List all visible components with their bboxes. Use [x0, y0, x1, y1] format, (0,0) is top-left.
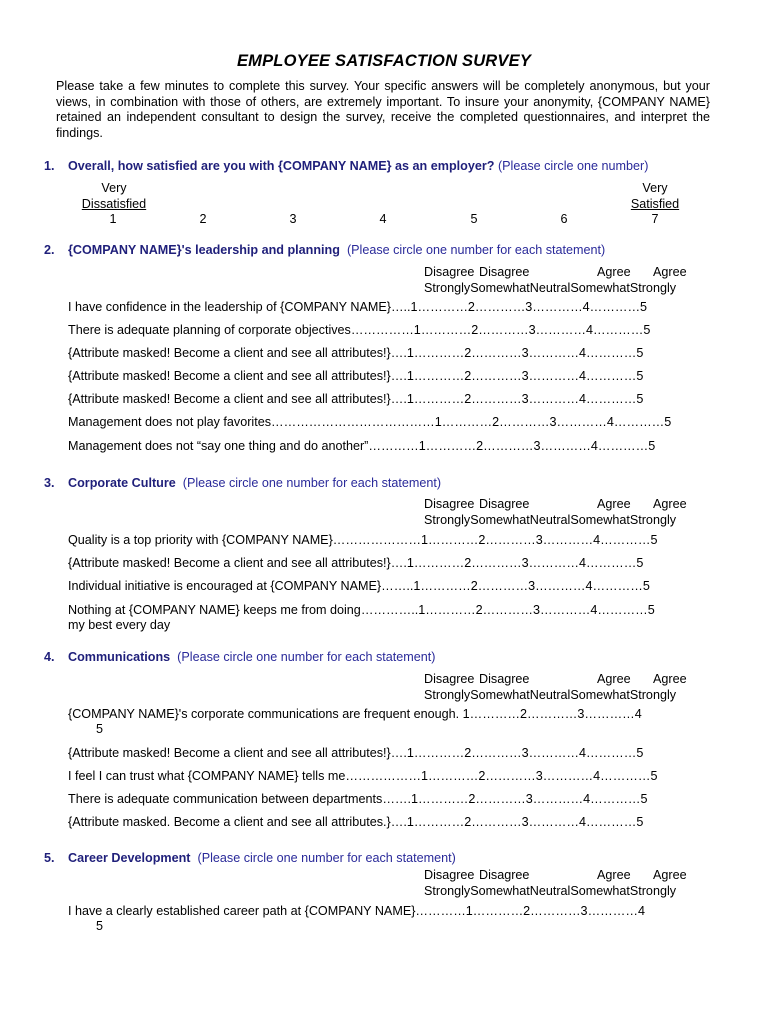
- likert-header-top: Agree: [653, 672, 687, 686]
- likert-header-bottom: Somewhat: [570, 281, 630, 295]
- scale-option-3[interactable]: 3: [289, 212, 297, 226]
- question-1-heading: [44, 159, 648, 173]
- question-2-heading: [44, 243, 605, 257]
- likert-header-top: Agree: [597, 672, 631, 686]
- statement-row[interactable]: I feel I can trust what {COMPANY NAME} tells me………………1…………2…………3…………4…………5: [68, 769, 658, 783]
- scale-right-bottom: Satisfied: [630, 197, 680, 211]
- likert-header-bottom: Strongly: [629, 281, 677, 295]
- statement-wrap: my best every day: [68, 618, 171, 632]
- likert-header-top: Disagree: [424, 265, 475, 279]
- likert-header-bottom: Strongly: [424, 884, 471, 898]
- likert-header-top: Disagree: [424, 672, 475, 686]
- likert-header: [424, 867, 687, 899]
- likert-header-top: Disagree: [479, 868, 530, 882]
- likert-header-bottom: Somewhat: [570, 513, 630, 527]
- question-5-heading: [44, 851, 456, 865]
- statement-wrap: 5: [96, 722, 104, 736]
- statement-wrap: 5: [96, 919, 104, 933]
- likert-header-bottom: Strongly: [629, 513, 677, 527]
- statement-row[interactable]: {Attribute masked! Become a client and see all attributes!}….1…………2…………3…………4…………5: [68, 556, 644, 570]
- scale-left-label: [72, 180, 156, 212]
- likert-header-top: Agree: [653, 868, 687, 882]
- likert-header-top: Agree: [653, 265, 687, 279]
- statement-row[interactable]: {Attribute masked! Become a client and see all attributes!}….1…………2…………3…………4…………5: [68, 346, 644, 360]
- scale-left-top: Very: [101, 181, 127, 195]
- likert-header: [424, 496, 687, 528]
- intro-paragraph: Please take a few minutes to complete this survey. Your specific answers will be completely anonymous, but your views, in combination with those of others, are extremely important. To insure your anonymity, {COMPANY NAME} retained an independent consultant to design the survey, receive the completed questionnaires, and interpret the findings.: [56, 79, 710, 140]
- statement-text: {COMPANY NAME}'s corporate communications are frequent enough. 1…………2…………3…………4: [68, 707, 642, 721]
- likert-header-bottom: Neutral: [529, 688, 571, 702]
- scale-option-2[interactable]: 2: [199, 212, 207, 226]
- likert-header-bottom: Strongly: [424, 513, 471, 527]
- likert-header: [424, 264, 687, 296]
- statement-row[interactable]: [68, 603, 655, 633]
- likert-header-bottom: Strongly: [424, 688, 471, 702]
- scale-option-1[interactable]: 1: [109, 212, 117, 226]
- question-number: 2.: [44, 243, 55, 257]
- likert-header-bottom: Somewhat: [470, 688, 530, 702]
- likert-header-top: Disagree: [424, 868, 475, 882]
- statement-row[interactable]: [68, 904, 645, 934]
- question-hint: (Please circle one number for each statement): [197, 851, 456, 865]
- question-number: 1.: [44, 159, 55, 173]
- scale-option-5[interactable]: 5: [470, 212, 478, 226]
- question-text: Career Development: [68, 851, 191, 865]
- scale-left-bottom: Dissatisfied: [81, 197, 147, 211]
- likert-header-bottom: Strongly: [629, 884, 677, 898]
- question-4-heading: [44, 650, 435, 664]
- likert-header-top: Agree: [597, 868, 631, 882]
- likert-header-top: Disagree: [424, 497, 475, 511]
- statement-row[interactable]: There is adequate communication between departments…….1…………2…………3…………4…………5: [68, 792, 648, 806]
- statement-row[interactable]: {Attribute masked! Become a client and see all attributes!}….1…………2…………3…………4…………5: [68, 369, 644, 383]
- scale-option-7[interactable]: 7: [651, 212, 659, 226]
- statement-row[interactable]: [68, 707, 642, 737]
- statement-text: I have a clearly established career path at {COMPANY NAME}…………1…………2…………3…………4: [68, 904, 645, 918]
- statement-row[interactable]: Individual initiative is encouraged at {COMPANY NAME}……..1…………2…………3…………4…………5: [68, 579, 650, 593]
- statement-row[interactable]: {Attribute masked! Become a client and see all attributes!}….1…………2…………3…………4…………5: [68, 392, 644, 406]
- question-text: Corporate Culture: [68, 476, 176, 490]
- statement-row[interactable]: There is adequate planning of corporate objectives……………1…………2…………3…………4…………5: [68, 323, 651, 337]
- likert-header-bottom: Somewhat: [470, 513, 530, 527]
- question-text: Communications: [68, 650, 171, 664]
- scale-option-6[interactable]: 6: [560, 212, 568, 226]
- page-title: EMPLOYEE SATISFACTION SURVEY: [236, 52, 532, 70]
- likert-header: [424, 671, 687, 703]
- question-number: 4.: [44, 650, 55, 664]
- likert-header-bottom: Strongly: [629, 688, 677, 702]
- scale-right-label: [620, 180, 690, 212]
- likert-header-top: Agree: [653, 497, 687, 511]
- question-text: Overall, how satisfied are you with {COMPANY NAME} as an employer?: [68, 159, 495, 173]
- likert-header-top: Disagree: [479, 497, 530, 511]
- scale-option-4[interactable]: 4: [379, 212, 387, 226]
- statement-text: Nothing at {COMPANY NAME} keeps me from doing…………..1…………2…………3…………4…………5: [68, 603, 655, 617]
- question-number: 3.: [44, 476, 55, 490]
- question-text: {COMPANY NAME}'s leadership and planning: [68, 243, 340, 257]
- likert-header-bottom: Somewhat: [470, 281, 530, 295]
- likert-header-bottom: Neutral: [529, 884, 571, 898]
- question-hint: (Please circle one number for each statement): [182, 476, 442, 490]
- likert-header-bottom: Somewhat: [570, 688, 630, 702]
- likert-header-top: Agree: [597, 265, 631, 279]
- statement-row[interactable]: {Attribute masked. Become a client and see all attributes.}….1…………2…………3…………4…………5: [68, 815, 644, 829]
- statement-row[interactable]: Management does not “say one thing and do another”…………1…………2…………3…………4…………5: [68, 439, 656, 453]
- question-3-heading: [44, 476, 441, 490]
- likert-header-bottom: Somewhat: [470, 884, 530, 898]
- likert-header-top: Disagree: [479, 672, 530, 686]
- likert-header-bottom: Neutral: [529, 513, 571, 527]
- likert-header-bottom: Somewhat: [570, 884, 630, 898]
- statement-row[interactable]: Quality is a top priority with {COMPANY NAME}…………………1…………2…………3…………4…………5: [68, 533, 658, 547]
- statement-row[interactable]: Management does not play favorites…………………………………1…………2…………3…………4…………5: [68, 415, 672, 429]
- likert-header-bottom: Neutral: [529, 281, 571, 295]
- question-number: 5.: [44, 851, 55, 865]
- likert-header-bottom: Strongly: [424, 281, 471, 295]
- statement-row[interactable]: {Attribute masked! Become a client and see all attributes!}….1…………2…………3…………4…………5: [68, 746, 644, 760]
- scale-right-top: Very: [642, 181, 668, 195]
- likert-header-top: Agree: [597, 497, 631, 511]
- question-hint: (Please circle one number for each statement): [346, 243, 606, 257]
- question-hint: (Please circle one number for each statement): [177, 650, 436, 664]
- question-hint: (Please circle one number): [497, 159, 649, 173]
- likert-header-top: Disagree: [479, 265, 530, 279]
- statement-row[interactable]: I have confidence in the leadership of {COMPANY NAME}…..1…………2…………3…………4…………5: [68, 300, 648, 314]
